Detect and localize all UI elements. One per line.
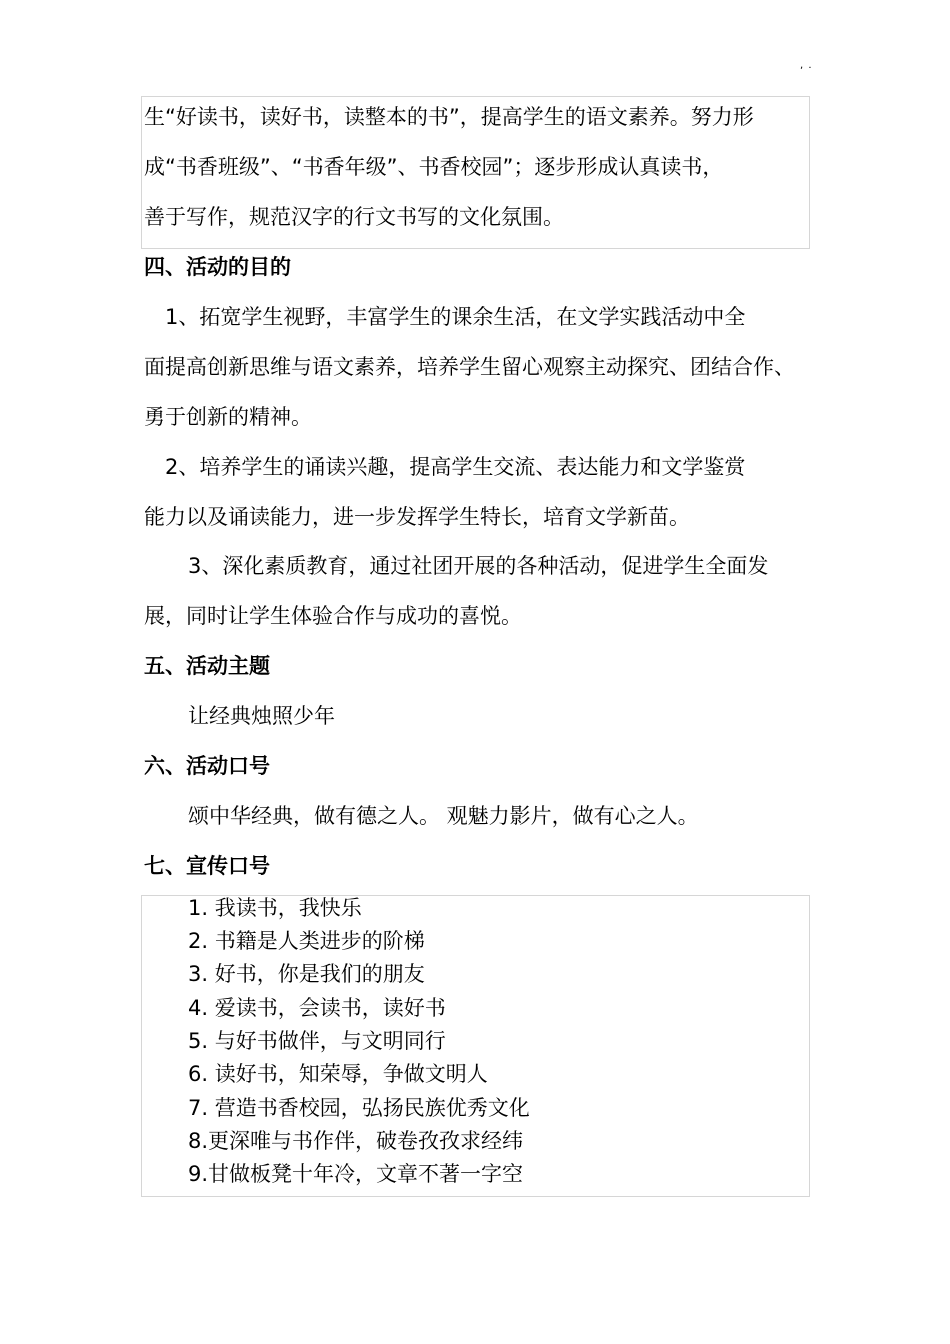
- slogan-item: 4. 爱读书，会读书，读好书: [188, 996, 446, 1020]
- section-4-p1-line-1: 1、拓宽学生视野，丰富学生的课余生活，在文学实践活动中全: [144, 305, 746, 329]
- slogan-item: 2. 书籍是人类进步的阶梯: [188, 929, 425, 953]
- section-4-p2-line-1: 2、培养学生的诵读兴趣，提高学生交流、表达能力和文学鉴赏: [144, 455, 746, 479]
- slogan-item: 7. 营造书香校园，弘扬民族优秀文化: [188, 1096, 530, 1120]
- slogan-item: 8.更深唯与书作伴，破卷孜孜求经纬: [188, 1129, 524, 1153]
- corner-mark: , .: [800, 60, 813, 71]
- section-4-p1-line-2: 面提高创新思维与语文素养，培养学生留心观察主动探究、团结合作、: [144, 355, 795, 379]
- intro-line-1: 生“好读书，读好书，读整本的书”，提高学生的语文素养。努力形: [144, 105, 754, 129]
- slogan-item: 3. 好书，你是我们的朋友: [188, 962, 425, 986]
- slogan-item: 9.甘做板凳十年冷，文章不著一字空: [188, 1162, 524, 1186]
- section-5-heading: 五、活动主题: [144, 654, 270, 678]
- section-4-p3-line-1: 3、深化素质教育，通过社团开展的各种活动，促进学生全面发: [188, 554, 769, 578]
- section-4-p3-line-2: 展，同时让学生体验合作与成功的喜悦。: [144, 604, 522, 628]
- slogan-item: 1. 我读书，我快乐: [188, 896, 362, 920]
- section-6-heading: 六、活动口号: [144, 754, 270, 778]
- slogan-item: 6. 读好书，知荣辱，争做文明人: [188, 1062, 488, 1086]
- intro-line-2: 成“书香班级”、“书香年级”、书香校园”；逐步形成认真读书，: [144, 155, 724, 179]
- section-7-heading: 七、宣传口号: [144, 854, 270, 878]
- section-4-p1-line-3: 勇于创新的精神。: [144, 405, 312, 429]
- intro-line-3: 善于写作，规范汉字的行文书写的文化氛围。: [144, 205, 564, 229]
- section-4-heading: 四、活动的目的: [144, 255, 291, 279]
- section-4-p2-line-2: 能力以及诵读能力，进一步发挥学生特长，培育文学新苗。: [144, 505, 690, 529]
- section-5-theme: 让经典烛照少年: [188, 704, 335, 728]
- slogan-item: 5. 与好书做伴，与文明同行: [188, 1029, 446, 1053]
- section-6-slogan: 颂中华经典，做有德之人。 观魅力影片，做有心之人。: [188, 804, 699, 828]
